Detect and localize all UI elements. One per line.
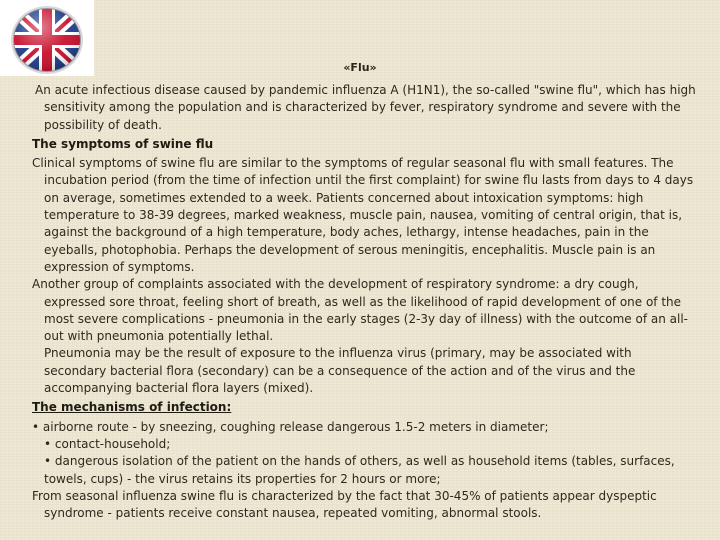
respiratory-paragraph: Another group of complaints associated with the development of respiratory syndrome: a dry cough, expressed sore throat, feeling short of breath, as well as the likelihood of rapid development of one of the most severe complications - pneumonia in the early stages (2-3y day of illness) with the outcome of an all-out with pneumonia potentially lethal. [32,277,688,344]
mechanism-item-contact: • contact-household; [44,436,171,451]
mechanism-item-isolation: • dangerous isolation of the patient on the hands of others, as well as household items (tables, surfaces, towels, cups) - the virus retains its properties for 2 hours or more; [44,454,675,486]
symptoms-paragraph: Clinical symptoms of swine flu are similar to the symptoms of regular seasonal flu with small features. The incubation period (from the time of infection until the first complaint) for swine flu lasts from days to 4 days on average, sometimes extended to a week. Patients concerned about intoxication symptoms: high temperature to 38-39 degrees, marked weakness, muscle pain, nausea, vomiting of central origin, that is, against the background of a high temperature, body aches, lethargy, intense headaches, pain in the eyeballs, photophobia. Perhaps the development of serous meningitis, encephalitis. Muscle pain is an expression of symptoms. [32,156,694,274]
pneumonia-paragraph: Pneumonia may be the result of exposure to the influenza virus (primary, may be associated with secondary bacterial flora (secondary) can be a consequence of the action and of the virus and the accompanying bacterial flora layers (mixed). [44,346,636,396]
closing-paragraph: From seasonal influenza swine flu is characterized by the fact that 30-45% of patients appear dyspeptic syndrome - patients receive constant nausea, repeated vomiting, abnormal stools. [32,488,657,521]
symptoms-heading: The symptoms of swine flu [32,136,214,151]
intro-paragraph: An acute infectious disease caused by pandemic influenza A (H1N1), the so-called "swine flu", which has high sensitivity among the population and is characterized by fever, respiratory syndrome and severe with the possibility of death. [35,83,696,132]
document-body [32,82,696,522]
mechanism-item-airborne: • airborne route - by sneezing, coughing release dangerous 1.5-2 meters in diameter; [32,419,549,434]
mechanisms-heading: The mechanisms of infection: [32,400,232,415]
page-title: «Flu» [343,61,377,74]
